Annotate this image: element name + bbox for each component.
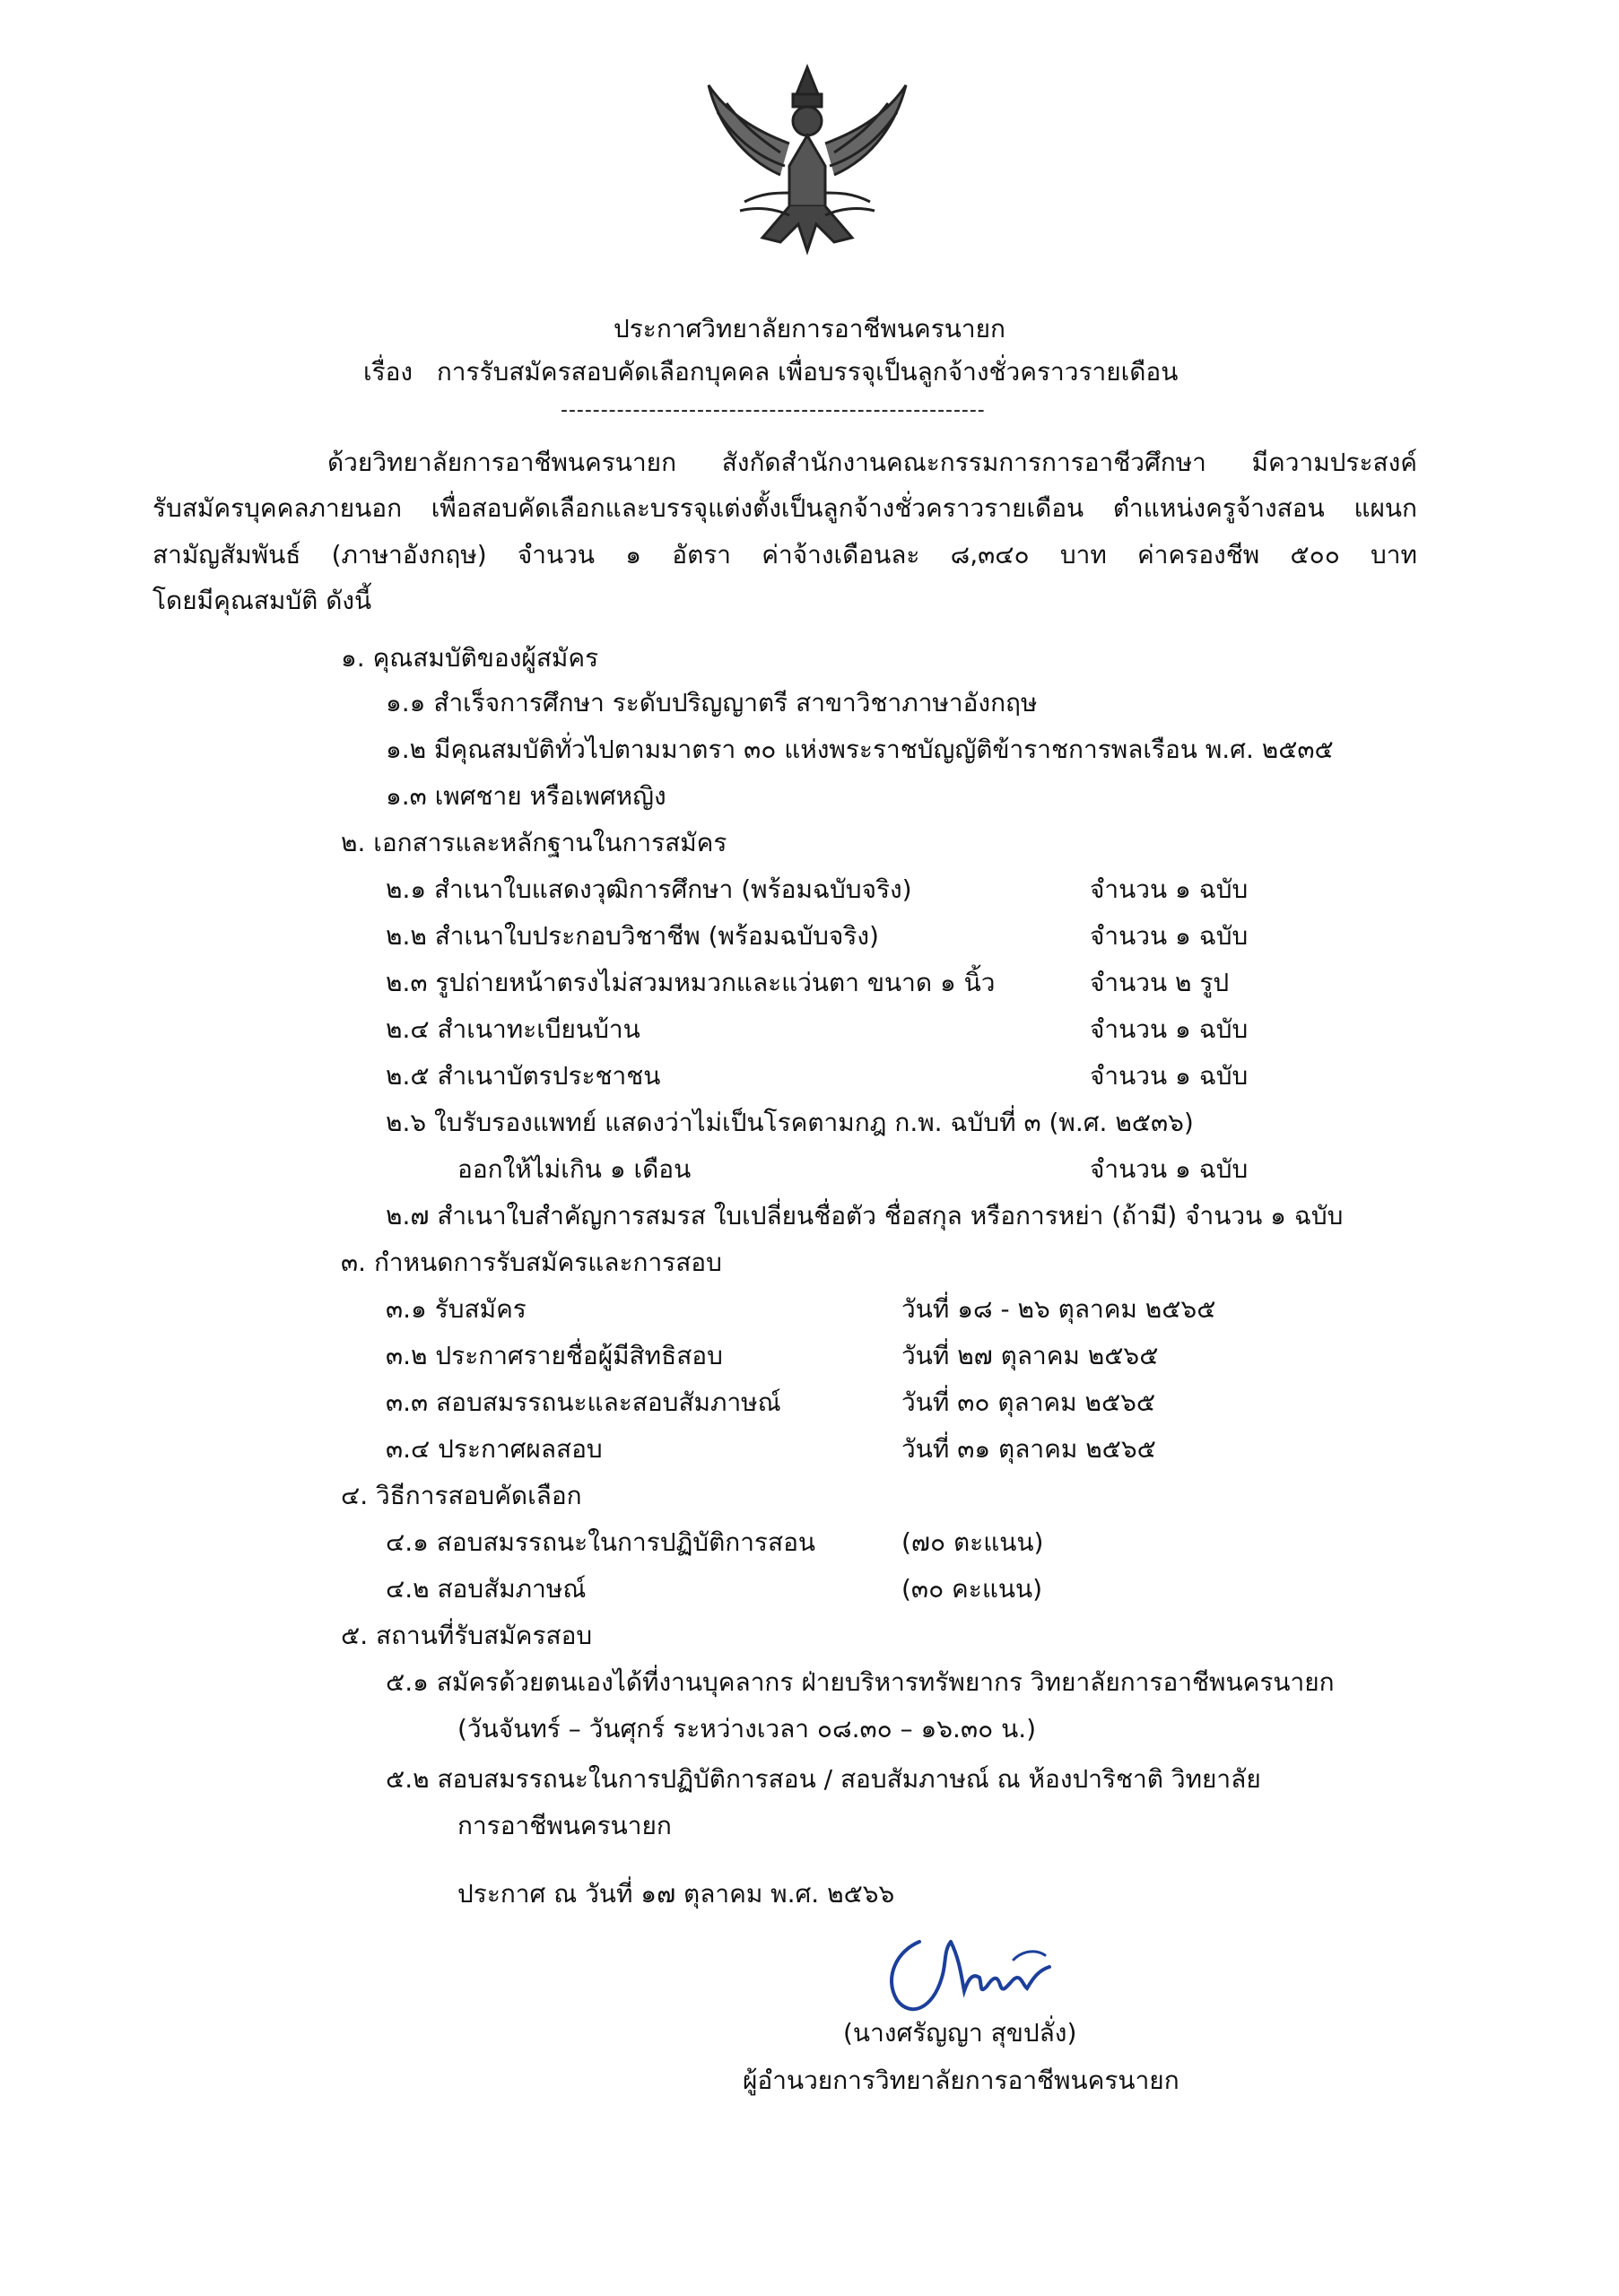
subject-label: เรื่อง <box>363 357 413 387</box>
s5-item-2-cont: การอาชีพนครนายก <box>457 1811 672 1840</box>
s2-item-2: ๒.๒ สำเนาใบประกอบวิชาชีพ (พร้อมฉบับจริง) <box>386 921 879 951</box>
s1-item-1: ๑.๑ สำเร็จการศึกษา ระดับปริญญาตรี สาขาวิชาภาษาอังกฤษ <box>386 688 1038 718</box>
subject-line <box>363 352 1178 392</box>
garuda-emblem <box>691 58 924 265</box>
s3-item-2-date: วันที่ ๒๗ ตุลาคม ๒๕๖๕ <box>901 1341 1159 1370</box>
header-separator: ----------------------------------------------------- <box>561 399 986 422</box>
s5-item-1: ๕.๑ สมัครด้วยตนเองได้ที่งานบุคลากร ฝ่ายบริหารทรัพยากร วิทยาลัยการอาชีพนครนายก <box>386 1667 1335 1697</box>
s2-item-1: ๒.๑ สำเนาใบแสดงวุฒิการศึกษา (พร้อมฉบับจริง) <box>386 874 912 904</box>
announce-date: ประกาศ ณ วันที่ ๑๗ ตุลาคม พ.ศ. ๒๕๖๖ <box>457 1879 895 1909</box>
intro-line-2: รับสมัครบุคคลภายนอก เพื่อสอบคัดเลือกและบรรจุแต่งตั้งเป็นลูกจ้างชั่วคราวรายเดือน ตำแหน่งครูจ้างสอน แผนก <box>152 493 1417 523</box>
s4-item-2: ๔.๒ สอบสัมภาษณ์ <box>386 1574 587 1604</box>
signatory-position: ผู้อำนวยการวิทยาลัยการอาชีพนครนายก <box>743 2066 1179 2095</box>
s2-item-5-qty: จำนวน ๑ ฉบับ <box>1090 1061 1249 1091</box>
s5-heading: ๕. สถานที่รับสมัครสอบ <box>341 1621 593 1650</box>
s1-item-3: ๑.๓ เพศชาย หรือเพศหญิง <box>386 781 666 811</box>
s2-item-6-cont: ออกให้ไม่เกิน ๑ เดือน <box>457 1154 692 1184</box>
s2-item-6: ๒.๖ ใบรับรองแพทย์ แสดงว่าไม่เป็นโรคตามกฎ ก.พ. ฉบับที่ ๓ (พ.ศ. ๒๕๓๖) <box>386 1108 1194 1137</box>
intro-line-1: ด้วยวิทยาลัยการอาชีพนครนายก สังกัดสำนักงานคณะกรรมการการอาชีวศึกษา มีความประสงค์ <box>327 448 1417 477</box>
s3-heading: ๓. กำหนดการรับสมัครและการสอบ <box>341 1248 722 1277</box>
s1-heading: ๑. คุณสมบัติของผู้สมัคร <box>341 643 599 673</box>
signature <box>879 1924 1085 2022</box>
s1-item-2: ๑.๒ มีคุณสมบัติทั่วไปตามมาตรา ๓๐ แห่งพระราชบัญญัติข้าราชการพลเรือน พ.ศ. ๒๕๓๕ <box>386 735 1334 764</box>
page-title: ประกาศวิทยาลัยการอาชีพนครนายก <box>613 314 1006 344</box>
s2-item-4: ๒.๔ สำเนาทะเบียนบ้าน <box>386 1014 640 1044</box>
s5-item-1-cont: (วันจันทร์ – วันศุกร์ ระหว่างเวลา ๐๘.๓๐ – ๑๖.๓๐ น.) <box>457 1714 1037 1744</box>
s4-heading: ๔. วิธีการสอบคัดเลือก <box>341 1481 582 1510</box>
s3-item-1-date: วันที่ ๑๘ - ๒๖ ตุลาคม ๒๕๖๕ <box>901 1294 1216 1324</box>
s3-item-1: ๓.๑ รับสมัคร <box>386 1294 527 1324</box>
intro-line-3: สามัญสัมพันธ์ (ภาษาอังกฤษ) จำนวน ๑ อัตรา ค่าจ้างเดือนละ ๘,๓๔๐ บาท ค่าครองชีพ ๕๐๐ บาท <box>152 540 1417 570</box>
s2-item-4-qty: จำนวน ๑ ฉบับ <box>1090 1014 1249 1044</box>
s2-item-5: ๒.๕ สำเนาบัตรประชาชน <box>386 1061 661 1091</box>
intro-line-4: โดยมีคุณสมบัติ ดังนี้ <box>152 586 372 615</box>
s3-item-4-date: วันที่ ๓๑ ตุลาคม ๒๕๖๕ <box>901 1434 1156 1464</box>
s2-item-1-qty: จำนวน ๑ ฉบับ <box>1090 874 1249 904</box>
s3-item-4: ๓.๔ ประกาศผลสอบ <box>386 1434 603 1464</box>
s2-item-7: ๒.๗ สำเนาใบสำคัญการสมรส ใบเปลี่ยนชื่อตัว ชื่อสกุล หรือการหย่า (ถ้ามี) จำนวน ๑ ฉบับ <box>386 1201 1344 1231</box>
s4-item-2-score: (๓๐ คะแนน) <box>901 1574 1043 1604</box>
subject-text: การรับสมัครสอบคัดเลือกบุคคล เพื่อบรรจุเป็นลูกจ้างชั่วคราวรายเดือน <box>436 357 1179 387</box>
s3-item-3-date: วันที่ ๓๐ ตุลาคม ๒๕๖๕ <box>901 1387 1156 1417</box>
s5-item-2: ๕.๒ สอบสมรรถนะในการปฏิบัติการสอน / สอบสัมภาษณ์ ณ ห้องปาริชาติ วิทยาลัย <box>386 1764 1261 1794</box>
signatory-name: (นางศรัญญา สุขปลั่ง) <box>843 2018 1077 2048</box>
s2-item-3: ๒.๓ รูปถ่ายหน้าตรงไม่สวมหมวกและแว่นตา ขนาด ๑ นิ้ว <box>386 968 996 997</box>
s3-item-2: ๓.๒ ประกาศรายชื่อผู้มีสิทธิสอบ <box>386 1341 723 1370</box>
signature-icon <box>879 1924 1085 2022</box>
s2-heading: ๒. เอกสารและหลักฐานในการสมัคร <box>341 828 727 857</box>
s4-item-1: ๔.๑ สอบสมรรถนะในการปฏิบัติการสอน <box>386 1527 816 1557</box>
s2-item-3-qty: จำนวน ๒ รูป <box>1090 968 1230 997</box>
s3-item-3: ๓.๓ สอบสมรรถนะและสอบสัมภาษณ์ <box>386 1387 781 1417</box>
s2-item-2-qty: จำนวน ๑ ฉบับ <box>1090 921 1249 951</box>
s2-item-6-qty: จำนวน ๑ ฉบับ <box>1090 1154 1249 1184</box>
s4-item-1-score: (๗๐ ตะแนน) <box>901 1527 1044 1557</box>
garuda-emblem-icon <box>691 58 924 265</box>
